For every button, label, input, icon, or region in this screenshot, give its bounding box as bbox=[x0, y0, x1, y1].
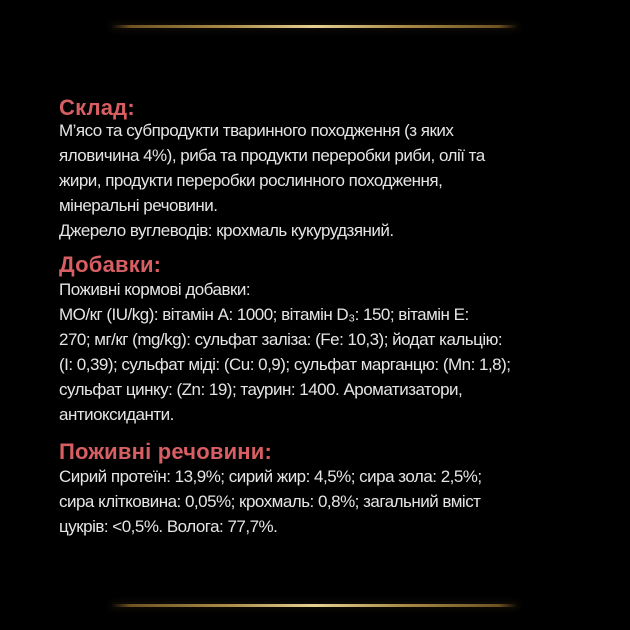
nutrients-line: сира клітковина: 0,05%; крохмаль: 0,8%; загальний вміст bbox=[59, 492, 481, 511]
additives-line: сульфат цинку: (Zn: 19); таурин: 1400. Ароматизатори, bbox=[59, 380, 463, 399]
gold-divider-top bbox=[110, 25, 519, 28]
nutrients-line: Сирий протеїн: 13,9%; сирий жир: 4,5%; сира зола: 2,5%; bbox=[59, 467, 482, 486]
composition-line: Джерело вуглеводів: крохмаль кукурудзяний. bbox=[59, 221, 394, 240]
additives-line: Поживні кормові добавки: bbox=[59, 280, 251, 299]
section-nutrients-body bbox=[59, 464, 482, 539]
section-additives-heading: Добавки: bbox=[59, 252, 162, 277]
composition-line: мінеральні речовини. bbox=[59, 196, 218, 215]
section-composition-heading: Склад: bbox=[59, 95, 135, 120]
nutrients-line: цукрів: <0,5%. Волога: 77,7%. bbox=[59, 517, 278, 536]
section-composition-body bbox=[59, 118, 485, 243]
additives-line: (І: 0,39); сульфат міді: (Cu: 0,9); сульфат марганцю: (Mn: 1,8); bbox=[59, 355, 511, 374]
section-additives-body bbox=[59, 277, 510, 427]
additives-line: антиоксиданти. bbox=[59, 405, 174, 424]
additives-line: МО/кг (IU/kg): вітамін А: 1000; вітамін D₃: 150; вітамін Е: bbox=[59, 305, 469, 324]
section-additives bbox=[59, 252, 610, 278]
composition-line: М’ясо та субпродукти тваринного походження (з яких bbox=[59, 121, 454, 140]
additives-line: 270; мг/кг (mg/kg): сульфат заліза: (Fe: 10,3); йодат кальцію: bbox=[59, 330, 503, 349]
gold-divider-bottom bbox=[110, 604, 519, 607]
composition-line: яловичина 4%), риба та продукти переробки риби, олії та bbox=[59, 146, 485, 165]
section-nutrients bbox=[59, 439, 610, 465]
composition-line: жири, продукти переробки рослинного походження, bbox=[59, 171, 443, 190]
section-nutrients-heading: Поживні речовини: bbox=[59, 439, 273, 464]
